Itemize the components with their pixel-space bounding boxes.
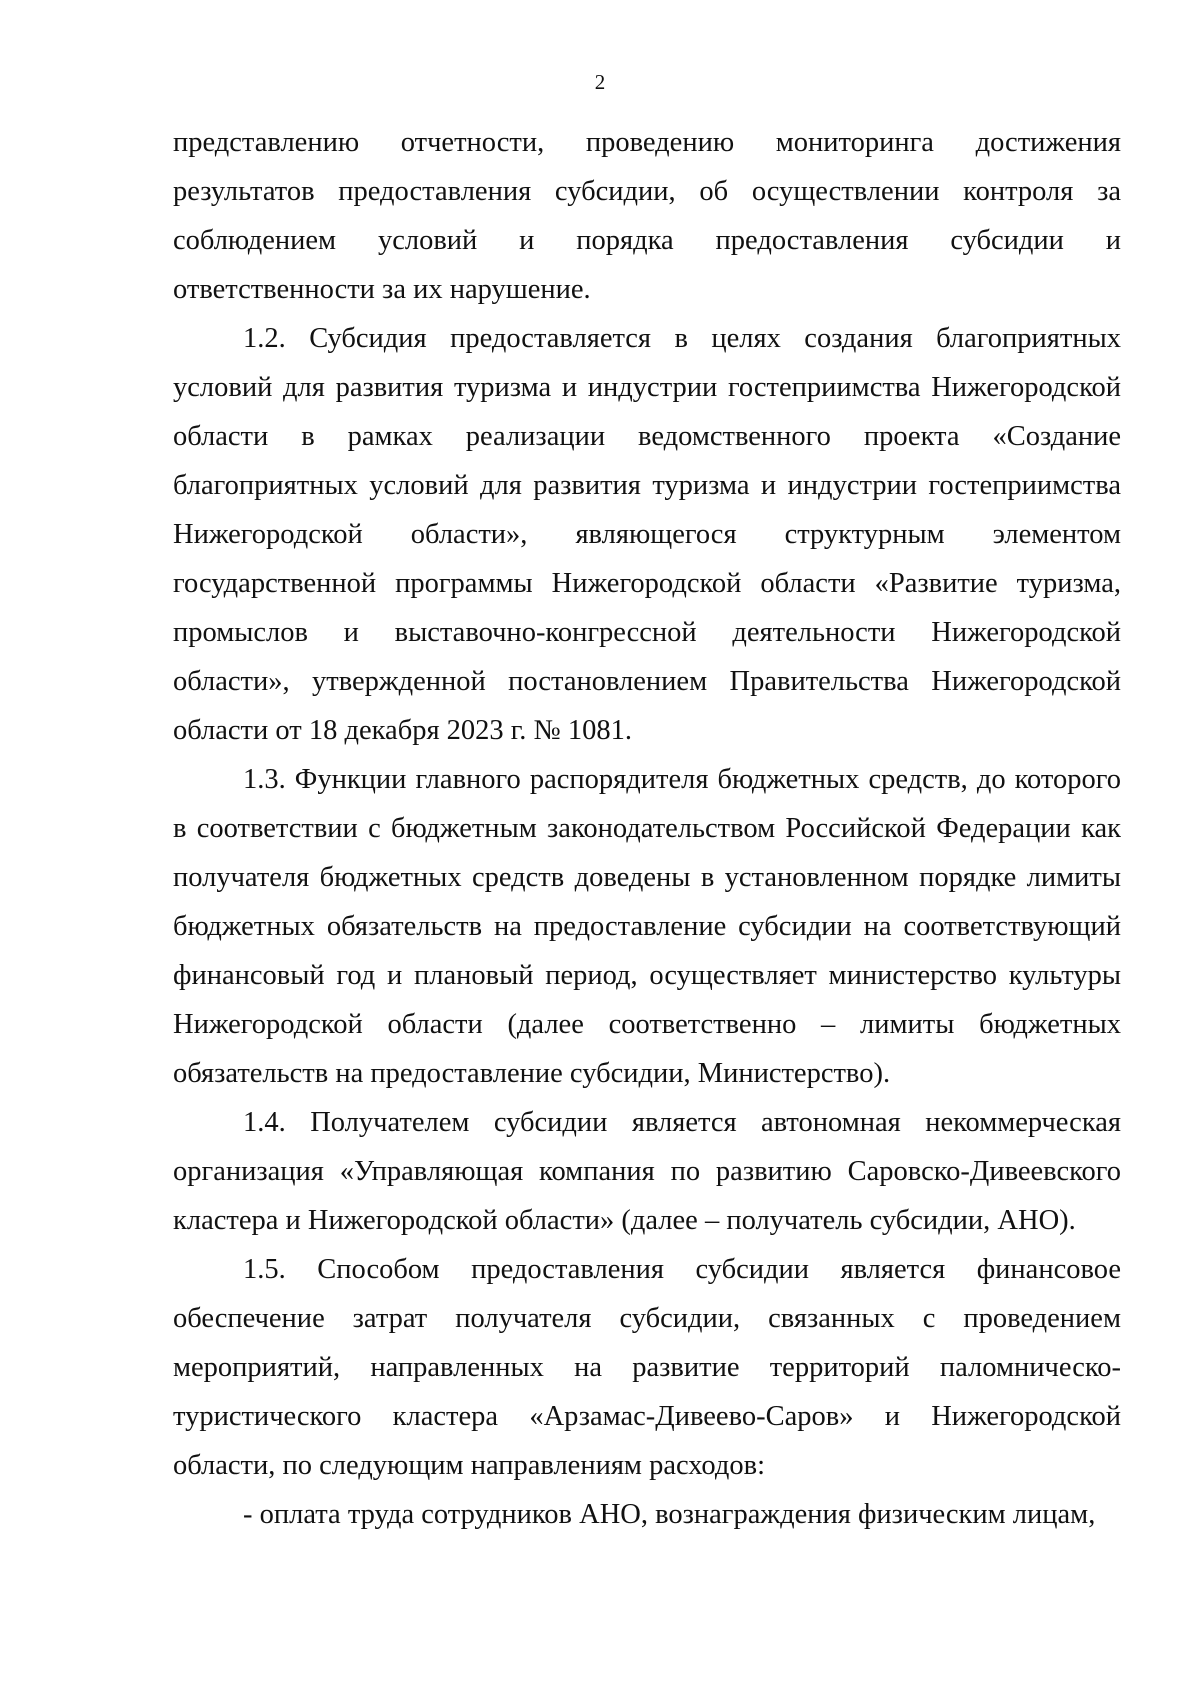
paragraph-expense-item-1: - оплата труда сотрудников АНО, вознаграждения физическим лицам, <box>243 1499 1096 1530</box>
paragraph-section-1-3: 1.3. Функции главного распорядителя бюджетных средств, до которого в соответствии с бюджетным законодательством Российской Федерации как получателя бюджетных средств доведены в установленном порядке лимиты бюджетных обязательств на предоставление субсидии на соответствующий финансовый год и плановый период, осуществляет министерство культуры Нижегородской области (далее соответственно – лимиты бюджетных обязательств на предоставление субсидии, Министерство). <box>173 764 1121 1089</box>
document-body <box>173 118 1121 1539</box>
page-number: 2 <box>594 70 606 94</box>
paragraph-section-1-2: 1.2. Субсидия предоставляется в целях создания благоприятных условий для развития туризма и индустрии гостеприимства Нижегородской области в рамках реализации ведомственного проекта «Создание благоприятных условий для развития туризма и индустрии гостеприимства Нижегородской области», являющегося структурным элементом государственной программы Нижегородской области «Развитие туризма, промыслов и выставочно-конгрессной деятельности Нижегородской области», утвержденной постановлением Правительства Нижегородской области от 18 декабря 2023 г. № 1081. <box>173 323 1121 746</box>
paragraph-continuation: представлению отчетности, проведению мониторинга достижения результатов предоставления субсидии, об осуществлении контроля за соблюдением условий и порядка предоставления субсидии и ответственности за их нарушение. <box>173 127 1121 305</box>
paragraph-section-1-4: 1.4. Получателем субсидии является автономная некоммерческая организация «Управляющая компания по развитию Саровско-Дивеевского кластера и Нижегородской области» (далее – получатель субсидии, АНО). <box>173 1107 1121 1236</box>
paragraph-section-1-5: 1.5. Способом предоставления субсидии является финансовое обеспечение затрат получателя субсидии, связанных с проведением мероприятий, направленных на развитие территорий паломническо-туристического кластера «Арзамас-Дивеево-Саров» и Нижегородской области, по следующим направлениям расходов: <box>173 1254 1121 1481</box>
